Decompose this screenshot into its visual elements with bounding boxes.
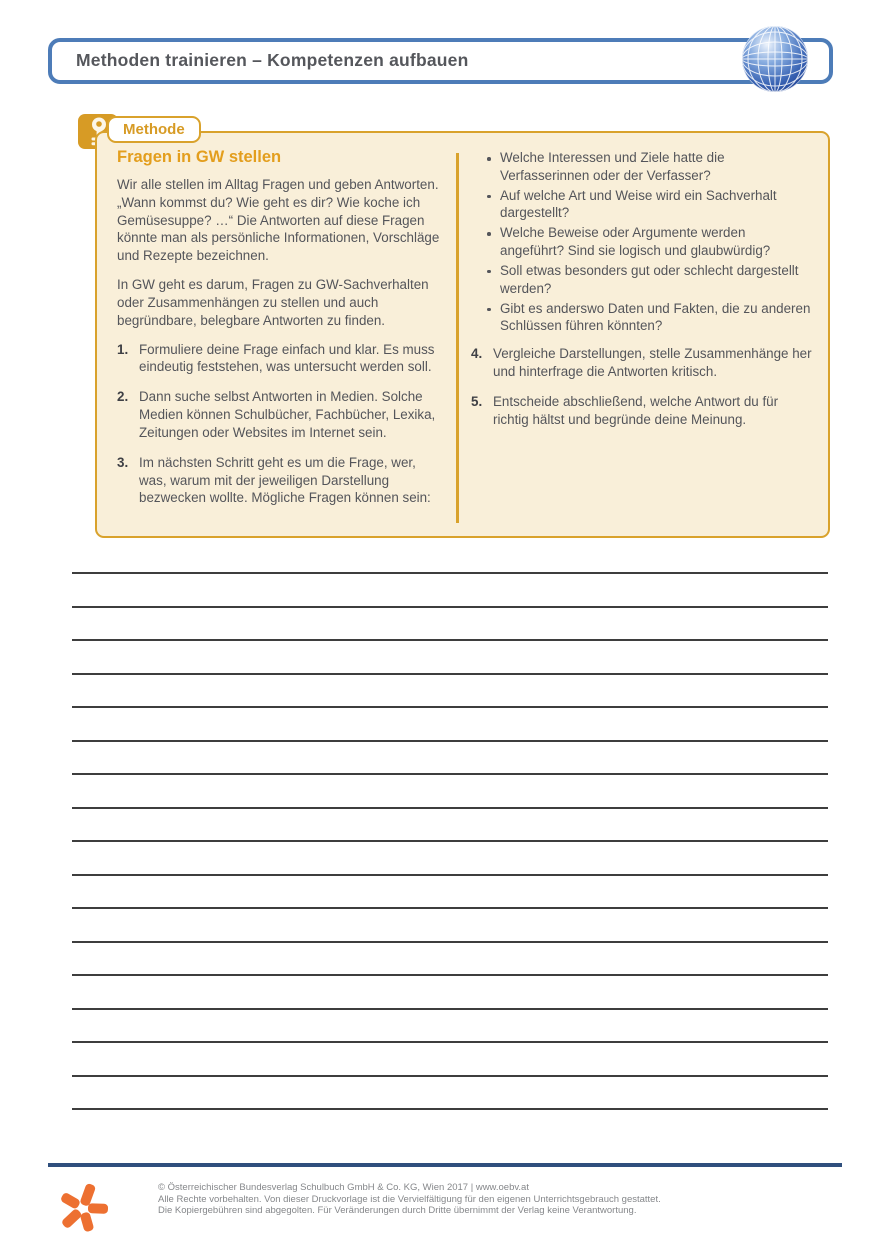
writing-line (72, 706, 828, 708)
bullet-icon (487, 149, 500, 185)
writing-line (72, 874, 828, 876)
writing-line (72, 639, 828, 641)
footer-copyright (158, 1182, 661, 1217)
question-text: Soll etwas besonders gut oder schlecht dargestellt werden? (500, 262, 799, 296)
writing-line (72, 1041, 828, 1043)
question-item (471, 224, 813, 260)
footer-line: Die Kopiergebühren sind abgegolten. Für Veränderungen durch Dritte übernimmt der Verlag keine Verantwortung. (158, 1205, 637, 1216)
writing-line (72, 673, 828, 675)
step-number: 1. (117, 341, 129, 357)
bullet-icon (487, 224, 500, 260)
question-item (471, 149, 813, 185)
publisher-logo-icon (58, 1181, 110, 1241)
writing-line (72, 606, 828, 608)
step-number: 2. (117, 389, 129, 405)
globe-icon (740, 24, 810, 94)
question-text: Welche Interessen und Ziele hatte die Verfasserinnen oder der Verfasser? (500, 150, 725, 183)
footer-line: Alle Rechte vorbehalten. Von dieser Druckvorlage ist die Vervielfältigung für den eigenen Unterrichtsgebrauch gestattet. (158, 1193, 661, 1205)
writing-line (72, 1075, 828, 1077)
method-box-right-column (471, 148, 813, 441)
writing-line (72, 974, 828, 976)
writing-line (72, 1008, 828, 1010)
step-item-1 (117, 341, 447, 377)
intro-paragraph: In GW geht es darum, Fragen zu GW-Sachverhalten oder Zusammenhängen zu stellen und auch begründbare, belegbare Antworten zu finden. (117, 277, 429, 328)
question-list (471, 149, 813, 335)
step-number: 4. (471, 346, 483, 362)
footer-line: © Österreichischer Bundesverlag Schulbuch GmbH & Co. KG, Wien 2017 | www.oebv.at (158, 1182, 529, 1193)
question-text: Welche Beweise oder Argumente werden angeführt? Sind sie logisch und glaubwürdig? (500, 225, 771, 259)
page-title: Methoden trainieren – Kompetenzen aufbauen (76, 50, 469, 70)
writing-line (72, 907, 828, 909)
step-item-4 (471, 345, 813, 381)
methode-badge-label: Methode (123, 121, 185, 138)
step-number: 5. (471, 393, 483, 409)
writing-line (72, 773, 828, 775)
question-item (471, 300, 813, 336)
writing-line (72, 840, 828, 842)
column-divider (456, 153, 459, 523)
intro-paragraph: Wir alle stellen im Alltag Fragen und geben Antworten.„Wann kommst du? Wie geht es dir? Wie koche ich Gemüsesuppe? …“ Die Antworten auf diese Fragen könnte man als persönliche Informationen, Vorschläge und Rezepte bezeichnen. (117, 177, 440, 264)
step-text: Entscheide abschließend, welche Antwort du für richtig hältst und begründe deine Meinung. (493, 393, 779, 427)
writing-area (72, 572, 828, 1142)
bullet-icon (487, 300, 500, 336)
methode-badge (107, 116, 201, 143)
question-text: Gibt es anderswo Daten und Fakten, die zu anderen Schlüssen führen könnten? (500, 300, 811, 334)
question-item (471, 262, 813, 298)
footer-divider (48, 1163, 842, 1167)
method-box (95, 131, 830, 538)
writing-line (72, 807, 828, 809)
step-text: Im nächsten Schritt geht es um die Frage, wer, was, warum mit der jeweiligen Darstellung bezwecken wollte. Mögliche Fragen können sein: (139, 454, 431, 506)
step-text: Formuliere deine Frage einfach und klar. Es muss eindeutig feststehen, was untersucht werden soll. (139, 341, 435, 375)
question-text: Auf welche Art und Weise wird ein Sachverhalt dargestellt? (500, 187, 777, 221)
writing-line (72, 941, 828, 943)
box-heading: Fragen in GW stellen (117, 148, 282, 166)
question-item (471, 187, 813, 223)
method-box-left-column (117, 148, 447, 519)
writing-line (72, 740, 828, 742)
bullet-icon (487, 262, 500, 298)
step-text: Vergleiche Darstellungen, stelle Zusammenhänge her und hinterfrage die Antworten kritisch. (493, 346, 812, 380)
step-item-5 (471, 393, 813, 429)
step-number: 3. (117, 454, 129, 470)
step-item-3 (117, 454, 447, 507)
step-item-2 (117, 388, 447, 441)
bullet-icon (487, 187, 500, 223)
writing-line (72, 1108, 828, 1110)
writing-line (72, 572, 828, 574)
step-text: Dann suche selbst Antworten in Medien. Solche Medien können Schulbücher, Fachbücher, Lexika, Zeitungen oder Websites im Internet sein. (139, 389, 436, 440)
